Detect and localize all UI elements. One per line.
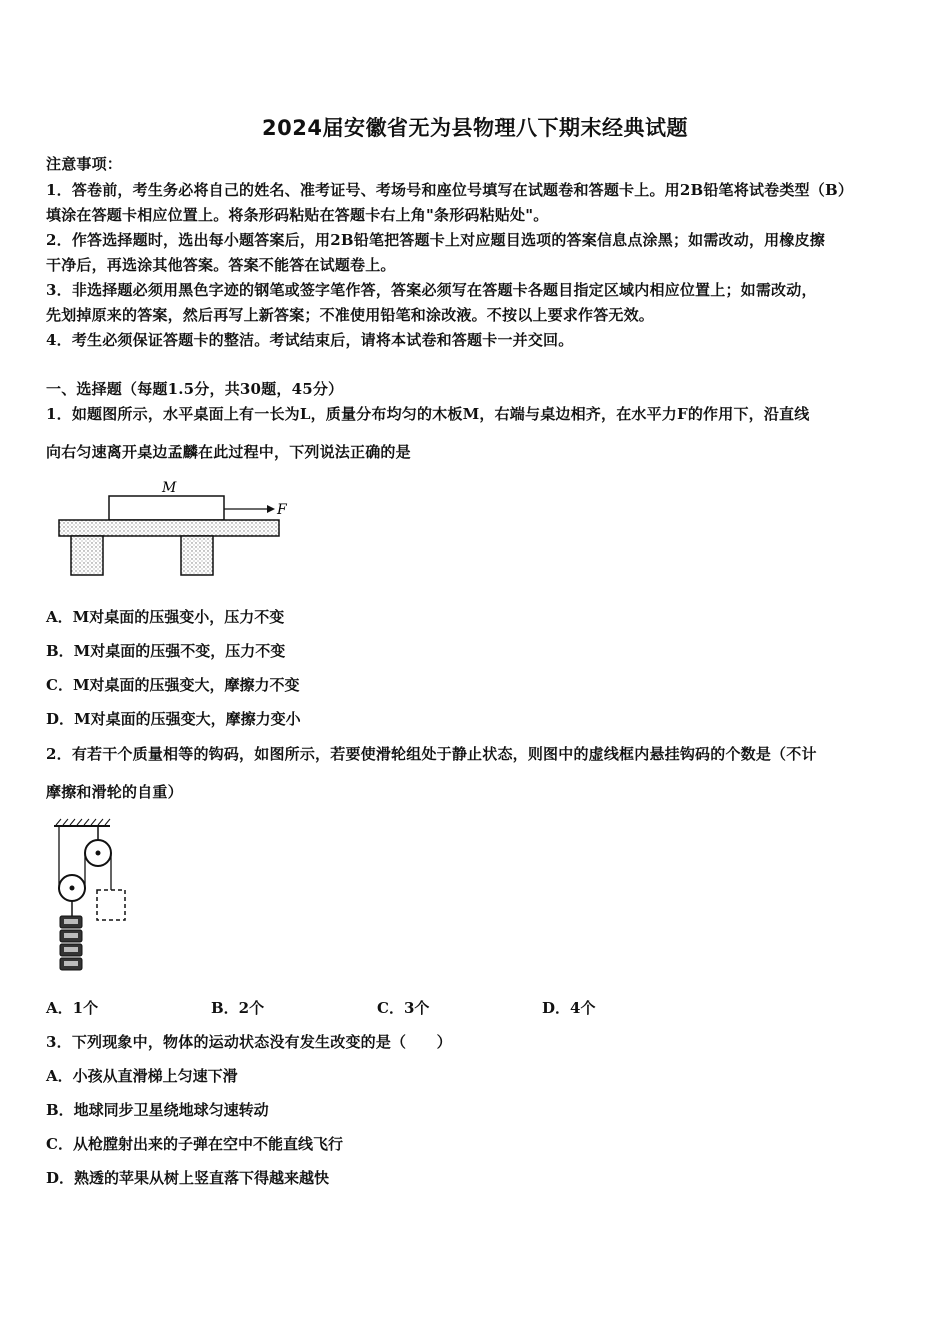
question-2-option-a: A．1个 bbox=[46, 999, 99, 1017]
question-2-stem: 2．有若干个质量相等的钩码，如图所示，若要使滑轮组处于静止状态，则图中的虚线框内悬挂钩码的个数是（不计 bbox=[46, 745, 817, 763]
hook-weights bbox=[60, 916, 82, 970]
question-2-option-d: D．4个 bbox=[542, 999, 596, 1017]
question-3-option-d: D．熟透的苹果从树上竖直落下得越来越快 bbox=[46, 1169, 330, 1187]
question-3-stem: 3．下列现象中，物体的运动状态没有发生改变的是（ ） bbox=[46, 1033, 452, 1051]
notice-heading: 注意事项： bbox=[46, 155, 123, 173]
table-top bbox=[59, 520, 279, 536]
question-1-figure bbox=[55, 474, 295, 584]
question-3-option-c: C．从枪膛射出来的子弹在空中不能直线飞行 bbox=[46, 1135, 343, 1153]
board-label-m: M bbox=[162, 480, 177, 496]
question-1-option-d: D．M对桌面的压强变大，摩擦力变小 bbox=[46, 710, 301, 728]
force-label-f: F bbox=[277, 502, 287, 518]
section-heading: 一、选择题（每题1.5分，共30题，45分） bbox=[46, 380, 344, 398]
question-2-option-c: C．3个 bbox=[377, 999, 430, 1017]
notice-line: 2．作答选择题时，选出每小题答案后，用2B铅笔把答题卡上对应题目选项的答案信息点涂黑；如需改动，用橡皮擦 bbox=[46, 231, 825, 249]
question-3-option-b: B．地球同步卫星绕地球匀速转动 bbox=[46, 1101, 269, 1119]
question-1-stem: 向右匀速离开桌边孟麟在此过程中，下列说法正确的是 bbox=[46, 443, 411, 461]
notice-line: 3．非选择题必须用黑色字迹的钢笔或签字笔作答，答案必须写在答题卡各题目指定区域内相应位置上；如需改动， bbox=[46, 281, 817, 299]
notice-line: 填涂在答题卡相应位置上。将条形码粘贴在答题卡右上角"条形码粘贴处"。 bbox=[46, 206, 549, 224]
table-leg bbox=[71, 536, 103, 575]
question-1-stem: 1．如题图所示，水平桌面上有一长为L，质量分布均匀的木板M，右端与桌边相齐，在水平力F的作用下，沿直线 bbox=[46, 405, 810, 423]
question-2-stem: 摩擦和滑轮的自重） bbox=[46, 783, 183, 801]
board-m bbox=[109, 496, 224, 520]
question-2-figure bbox=[48, 816, 138, 980]
question-3-option-a: A．小孩从直滑梯上匀速下滑 bbox=[46, 1067, 238, 1085]
question-2-option-b: B．2个 bbox=[211, 999, 265, 1017]
table-leg bbox=[181, 536, 213, 575]
notice-line: 4．考生必须保证答题卡的整洁。考试结束后，请将本试卷和答题卡一并交回。 bbox=[46, 331, 574, 349]
notice-line: 干净后，再选涂其他答案。答案不能答在试题卷上。 bbox=[46, 256, 396, 274]
notice-line: 先划掉原来的答案，然后再写上新答案；不准使用铅笔和涂改液。不按以上要求作答无效。 bbox=[46, 306, 655, 324]
dashed-box bbox=[97, 890, 125, 920]
page-title: 2024届安徽省无为县物理八下期末经典试题 bbox=[262, 116, 688, 140]
question-1-option-a: A．M对桌面的压强变小，压力不变 bbox=[46, 608, 285, 626]
question-1-option-c: C．M对桌面的压强变大，摩擦力不变 bbox=[46, 676, 300, 694]
question-1-option-b: B．M对桌面的压强不变，压力不变 bbox=[46, 642, 286, 660]
notice-line: 1．答卷前，考生务必将自己的姓名、准考证号、考场号和座位号填写在试题卷和答题卡上。用2B铅笔将试卷类型（B） bbox=[46, 181, 854, 199]
force-arrow-head bbox=[267, 505, 275, 513]
